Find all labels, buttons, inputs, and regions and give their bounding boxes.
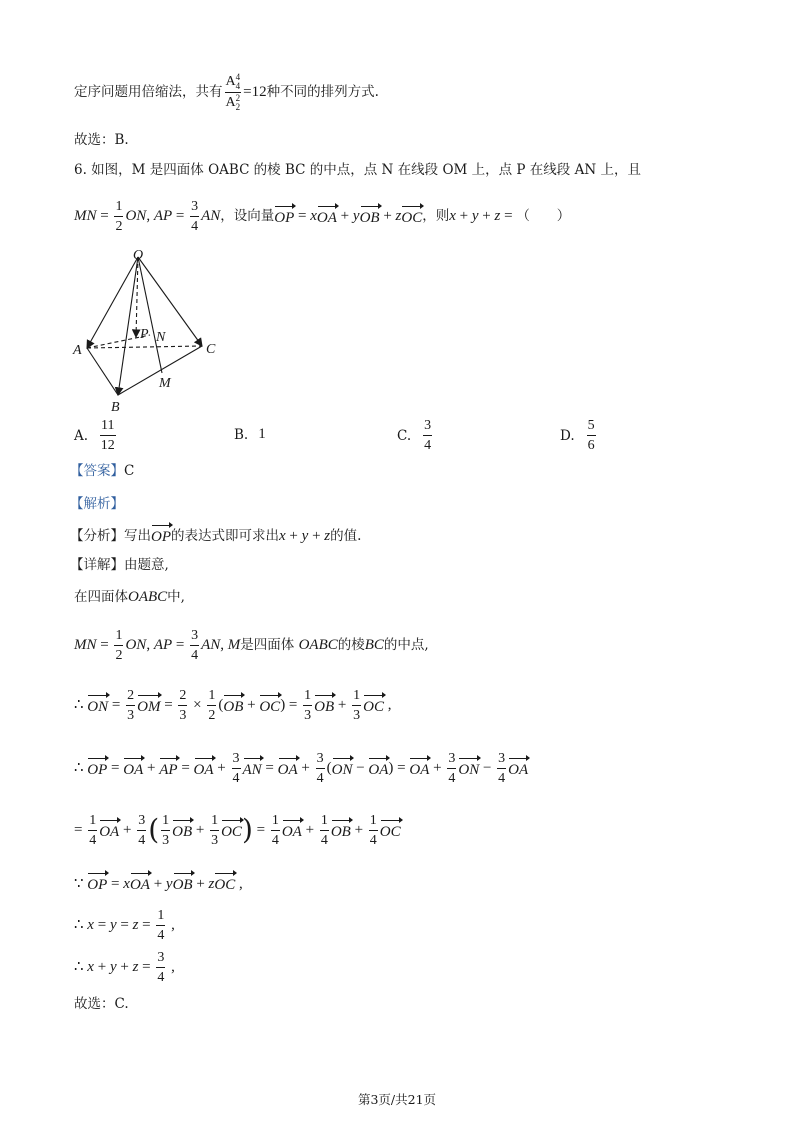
- option-a: A. $\frac{11}{12}$: [74, 418, 115, 453]
- question-line-1: 6. 如图，M 是四面体 OABC 的棱 BC 的中点，点 N 在线段 OM 上，点 P 在线段 AN 上，且: [74, 162, 641, 178]
- label-n: N: [156, 330, 166, 345]
- edge-ob: [118, 257, 138, 395]
- permutation-fraction: A 4 4 A 2 2: [225, 71, 241, 112]
- option-c: C. $\frac{3}{4}$: [397, 418, 432, 453]
- header-eq: =12: [243, 84, 267, 100]
- header-prefix: 定序问题用倍缩法，共有: [74, 84, 223, 100]
- q-text-1: ，设向量: [220, 208, 275, 224]
- eq-op-2: = $\frac{1}{4}$ OA + $\frac{3}{4}$ ( $\frac{1}{3}$ OB + $\frac{1}{3}$ OC ) = $\frac{1}{4}$ OA + $\frac{1}{4}$ OB + $\frac{1}{4}$ OC: [74, 812, 401, 848]
- detail-line: 【详解】由题意,: [70, 557, 169, 573]
- eq-sum: ∴ x + y + z = $\frac{3}{4}$ ,: [74, 949, 175, 985]
- label-b: B: [111, 400, 120, 415]
- option-d: D. $\frac{5}{6}$: [560, 418, 595, 453]
- label-c: C: [206, 342, 216, 357]
- eq-because: ∵ OP = x OA + y OB + z OC ,: [74, 872, 243, 895]
- eq-xyz: ∴ x = y = z = $\frac{1}{4}$ ,: [74, 907, 175, 943]
- eq-op-1: ∴ OP = OA + AP = OA + $\frac{3}{4}$ AN = OA + $\frac{3}{4}$ ( ON − OA ) = OA + $\frac{3}{4}$ ON − $\frac{3}{4}$ OA: [74, 750, 529, 786]
- label-o: O: [133, 248, 144, 263]
- question-line-2: MN = $\frac{1}{2}$ ON , AP = $\frac{3}{4}$ AN ，设向量 OP = x OA + y OB + z OC ，则 x + y + z = （ ）: [74, 198, 571, 234]
- header-line: [74, 72, 379, 112]
- given-line: MN = $\frac{1}{2}$ ON , AP = $\frac{3}{4}$ AN , M 是四面体 OABC 的棱 BC 的中点,: [74, 627, 429, 663]
- page-footer: 第3页/共21页: [357, 1092, 437, 1107]
- label-a: A: [73, 343, 82, 358]
- edge-ab: [87, 348, 118, 395]
- analysis-tag: 【解析】: [70, 496, 124, 512]
- answer-line: [70, 461, 134, 481]
- label-p: P: [140, 327, 149, 342]
- in-tetra-line: 在四面体OABC中,: [74, 589, 185, 605]
- eq-on: ∴ ON = $\frac{2}{3}$ OM = $\frac{2}{3}$ × $\frac{1}{2}$ ( OB + OC ) = $\frac{1}{3}$ OB + $\frac{1}{3}$ OC ,: [74, 687, 392, 723]
- prev-answer: 故选：B.: [74, 132, 129, 148]
- tetrahedron-figure: [70, 245, 240, 415]
- header-suffix: 种不同的排列方式.: [266, 84, 379, 100]
- q-paren: （ ）: [516, 208, 571, 224]
- answer-tag: 【答案】: [70, 463, 124, 479]
- option-b: B. 1: [234, 426, 266, 443]
- edge-oa: [87, 257, 138, 348]
- edge-ac: [87, 346, 202, 348]
- q-text-2: ，则: [422, 208, 450, 224]
- answer-value: C: [124, 463, 135, 479]
- conclusion: 故选：C.: [74, 996, 129, 1012]
- fenxi-line: 【分析】 写出 OP 的表达式即可求出 x + y + z 的值.: [70, 524, 361, 547]
- label-m: M: [159, 376, 171, 391]
